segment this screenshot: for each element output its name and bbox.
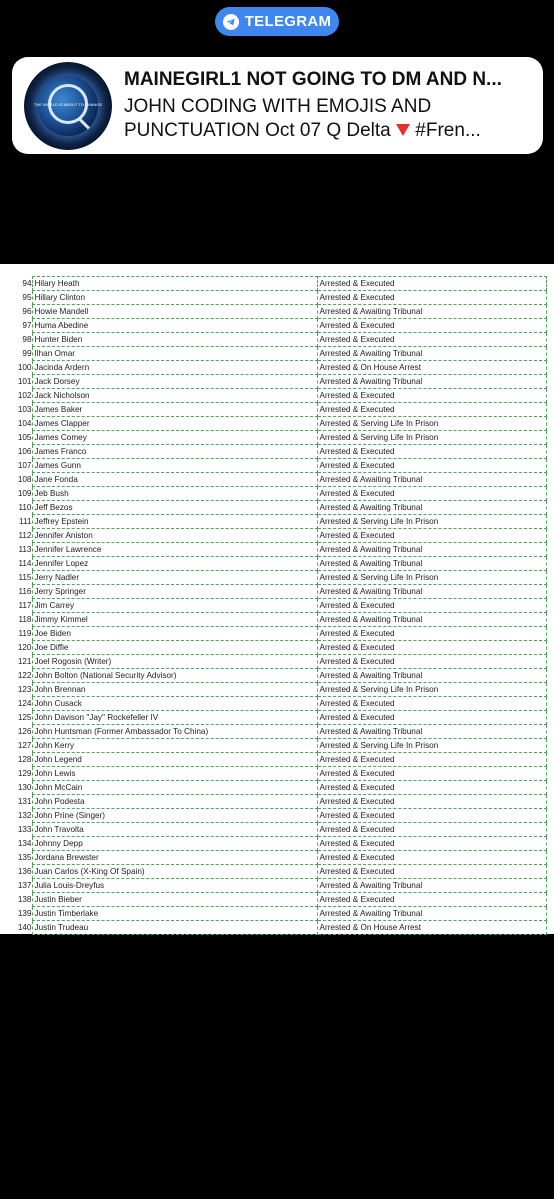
row-number: 103 (17, 405, 32, 414)
table-row (6, 543, 546, 557)
row-status: Arrested & Awaiting Tribunal (317, 879, 546, 893)
table-row (6, 809, 546, 823)
row-name: James Gunn (32, 459, 317, 473)
row-status: Arrested & Executed (317, 333, 546, 347)
spreadsheet-table (6, 276, 547, 935)
row-status: Arrested & Awaiting Tribunal (317, 613, 546, 627)
row-status: Arrested & Executed (317, 795, 546, 809)
row-number: 136 (17, 867, 32, 876)
row-status: Arrested & Awaiting Tribunal (317, 557, 546, 571)
table-row (6, 865, 546, 879)
row-name: John Travolta (32, 823, 317, 837)
row-status: Arrested & Serving Life In Prison (317, 571, 546, 585)
row-status: Arrested & Executed (317, 445, 546, 459)
table-row (6, 389, 546, 403)
row-number: 140 (17, 923, 32, 932)
table-row (6, 627, 546, 641)
row-status: Arrested & Awaiting Tribunal (317, 585, 546, 599)
table-row (6, 879, 546, 893)
row-number: 122 (17, 671, 32, 680)
row-number: 110 (18, 503, 32, 512)
row-number: 135 (17, 853, 32, 862)
table-row (6, 557, 546, 571)
row-name: Jimmy Kimmel (32, 613, 317, 627)
table-row (6, 669, 546, 683)
row-number: 95 (22, 293, 32, 302)
row-number: 114 (18, 559, 32, 568)
row-name: Julia Louis-Dreyfus (32, 879, 317, 893)
row-number: 112 (18, 531, 32, 540)
row-name: Hilary Heath (32, 277, 317, 291)
table-row (6, 711, 546, 725)
row-name: Huma Abedine (32, 319, 317, 333)
row-status: Arrested & Executed (317, 809, 546, 823)
row-name: John McCain (32, 781, 317, 795)
table-row (6, 697, 546, 711)
row-status: Arrested & Executed (317, 823, 546, 837)
row-status: Arrested & Executed (317, 487, 546, 501)
row-name: James Baker (32, 403, 317, 417)
row-number: 108 (17, 475, 32, 484)
row-number: 137 (17, 881, 32, 890)
row-status: Arrested & On House Arrest (317, 921, 546, 935)
row-name: John Huntsman (Former Ambassador To China) (32, 725, 317, 739)
table-row (6, 655, 546, 669)
channel-avatar: THE WORLD IS ABOUT TO CHANGE (24, 62, 112, 150)
row-status: Arrested & Executed (317, 627, 546, 641)
row-number: 94 (22, 279, 32, 288)
row-status: Arrested & Serving Life In Prison (317, 683, 546, 697)
table-row (6, 515, 546, 529)
table-row (6, 837, 546, 851)
row-number: 126 (17, 727, 32, 736)
row-name: John Davison "Jay" Rockefeller IV (32, 711, 317, 725)
row-name: Justin Bieber (32, 893, 317, 907)
table-row (6, 529, 546, 543)
row-name: Joe Diffie (32, 641, 317, 655)
table-row (6, 851, 546, 865)
table-row (6, 431, 546, 445)
row-name: Jennifer Lawrence (32, 543, 317, 557)
row-status: Arrested & Executed (317, 291, 546, 305)
row-number: 106 (17, 447, 32, 456)
row-name: Joel Rogosin (Writer) (32, 655, 317, 669)
row-number: 99 (22, 349, 32, 358)
row-status: Arrested & Awaiting Tribunal (317, 375, 546, 389)
row-status: Arrested & Executed (317, 277, 546, 291)
row-name: Jack Nicholson (32, 389, 317, 403)
row-name: John Bolton (National Security Advisor) (32, 669, 317, 683)
row-name: John Podesta (32, 795, 317, 809)
notification-title: MAINEGIRL1 NOT GOING TO DM AND N... (124, 68, 502, 90)
row-status: Arrested & Serving Life In Prison (317, 515, 546, 529)
row-number: 127 (17, 741, 32, 750)
row-name: John Prine (Singer) (32, 809, 317, 823)
table-row (6, 599, 546, 613)
row-number: 125 (17, 713, 32, 722)
row-name: Howie Mandell (32, 305, 317, 319)
table-row (6, 347, 546, 361)
row-number: 119 (18, 629, 32, 638)
table-row (6, 417, 546, 431)
row-status: Arrested & Serving Life In Prison (317, 417, 546, 431)
row-number: 123 (17, 685, 32, 694)
row-name: James Franco (32, 445, 317, 459)
row-name: Jeb Bush (32, 487, 317, 501)
row-name: Jack Dorsey (32, 375, 317, 389)
table-row (6, 893, 546, 907)
table-row (6, 571, 546, 585)
row-status: Arrested & Executed (317, 767, 546, 781)
row-name: Justin Timberlake (32, 907, 317, 921)
row-number: 109 (17, 489, 32, 498)
row-name: Jim Carrey (32, 599, 317, 613)
spreadsheet-image (0, 264, 554, 934)
table-row (6, 305, 546, 319)
row-name: Jerry Nadler (32, 571, 317, 585)
table-row (6, 585, 546, 599)
row-status: Arrested & Awaiting Tribunal (317, 305, 546, 319)
row-status: Arrested & Executed (317, 599, 546, 613)
table-row (6, 725, 546, 739)
row-number: 129 (17, 769, 32, 778)
row-name: Jacinda Ardern (32, 361, 317, 375)
row-name: Jordana Brewster (32, 851, 317, 865)
row-status: Arrested & Executed (317, 697, 546, 711)
row-name: John Kerry (32, 739, 317, 753)
row-name: Jennifer Lopez (32, 557, 317, 571)
table-row (6, 907, 546, 921)
row-name: Johnny Depp (32, 837, 317, 851)
row-number: 97 (22, 321, 32, 330)
row-status: Arrested & Executed (317, 781, 546, 795)
row-status: Arrested & Serving Life In Prison (317, 431, 546, 445)
row-name: John Legend (32, 753, 317, 767)
row-number: 130 (17, 783, 32, 792)
row-status: Arrested & Awaiting Tribunal (317, 907, 546, 921)
row-number: 117 (18, 601, 32, 610)
row-number: 128 (17, 755, 32, 764)
app-label: TELEGRAM (244, 13, 332, 30)
row-number: 131 (17, 797, 32, 806)
row-status: Arrested & Executed (317, 655, 546, 669)
table-row (6, 921, 546, 935)
notification-card[interactable] (12, 57, 543, 154)
row-name: Jennifer Aniston (32, 529, 317, 543)
table-row (6, 501, 546, 515)
row-name: Jerry Springer (32, 585, 317, 599)
table-row (6, 781, 546, 795)
row-status: Arrested & Executed (317, 837, 546, 851)
row-status: Arrested & Executed (317, 459, 546, 473)
table-row (6, 361, 546, 375)
row-name: Jeffrey Epstein (32, 515, 317, 529)
row-status: Arrested & Executed (317, 893, 546, 907)
table-row (6, 641, 546, 655)
table-row (6, 319, 546, 333)
row-name: James Clapper (32, 417, 317, 431)
row-number: 102 (17, 391, 32, 400)
row-status: Arrested & Executed (317, 529, 546, 543)
row-status: Arrested & On House Arrest (317, 361, 546, 375)
table-row (6, 823, 546, 837)
row-status: Arrested & Awaiting Tribunal (317, 543, 546, 557)
row-number: 120 (17, 643, 32, 652)
telegram-pill[interactable] (215, 7, 339, 36)
table-row (6, 291, 546, 305)
row-number: 96 (22, 307, 32, 316)
row-name: Juan Carlos (X-King Of Spain) (32, 865, 317, 879)
row-status: Arrested & Executed (317, 711, 546, 725)
row-status: Arrested & Serving Life In Prison (317, 739, 546, 753)
row-number: 111 (19, 517, 32, 526)
row-name: Jane Fonda (32, 473, 317, 487)
red-triangle-icon (396, 124, 410, 136)
table-row (6, 739, 546, 753)
row-number: 115 (18, 573, 32, 582)
row-name: John Cusack (32, 697, 317, 711)
notification-line-1: JOHN CODING WITH EMOJIS AND (124, 95, 432, 117)
row-number: 104 (17, 419, 32, 428)
row-number: 105 (17, 433, 32, 442)
row-name: Joe Biden (32, 627, 317, 641)
row-status: Arrested & Executed (317, 319, 546, 333)
row-status: Arrested & Executed (317, 753, 546, 767)
row-number: 113 (18, 545, 32, 554)
row-number: 139 (17, 909, 32, 918)
table-row (6, 473, 546, 487)
row-number: 107 (17, 461, 32, 470)
row-status: Arrested & Awaiting Tribunal (317, 669, 546, 683)
row-number: 133 (17, 825, 32, 834)
table-row (6, 487, 546, 501)
table-row (6, 375, 546, 389)
row-number: 124 (17, 699, 32, 708)
row-number: 98 (22, 335, 32, 344)
row-number: 121 (17, 657, 32, 666)
table-row (6, 333, 546, 347)
table-row (6, 277, 546, 291)
row-status: Arrested & Executed (317, 865, 546, 879)
row-status: Arrested & Executed (317, 851, 546, 865)
table-row (6, 753, 546, 767)
row-status: Arrested & Awaiting Tribunal (317, 347, 546, 361)
table-row (6, 445, 546, 459)
row-number: 100 (17, 363, 32, 372)
table-row (6, 613, 546, 627)
row-number: 138 (17, 895, 32, 904)
row-number: 134 (17, 839, 32, 848)
row-number: 132 (17, 811, 32, 820)
row-status: Arrested & Executed (317, 389, 546, 403)
row-status: Arrested & Awaiting Tribunal (317, 501, 546, 515)
row-status: Arrested & Awaiting Tribunal (317, 725, 546, 739)
row-status: Arrested & Awaiting Tribunal (317, 473, 546, 487)
row-status: Arrested & Executed (317, 403, 546, 417)
row-number: 118 (18, 615, 32, 624)
notification-line-2: PUNCTUATION Oct 07 Q Delta #Fren... (124, 119, 481, 141)
row-name: Justin Trudeau (32, 921, 317, 935)
table-row (6, 767, 546, 781)
telegram-plane-icon (223, 14, 239, 30)
row-name: Jeff Bezos (32, 501, 317, 515)
row-status: Arrested & Executed (317, 641, 546, 655)
row-name: John Lewis (32, 767, 317, 781)
table-row (6, 683, 546, 697)
row-name: Hunter Biden (32, 333, 317, 347)
row-name: Ilhan Omar (32, 347, 317, 361)
table-row (6, 795, 546, 809)
row-name: Hillary Clinton (32, 291, 317, 305)
row-number: 101 (17, 377, 32, 386)
table-row (6, 403, 546, 417)
table-row (6, 459, 546, 473)
row-name: James Comey (32, 431, 317, 445)
row-number: 116 (18, 587, 32, 596)
row-name: John Brennan (32, 683, 317, 697)
